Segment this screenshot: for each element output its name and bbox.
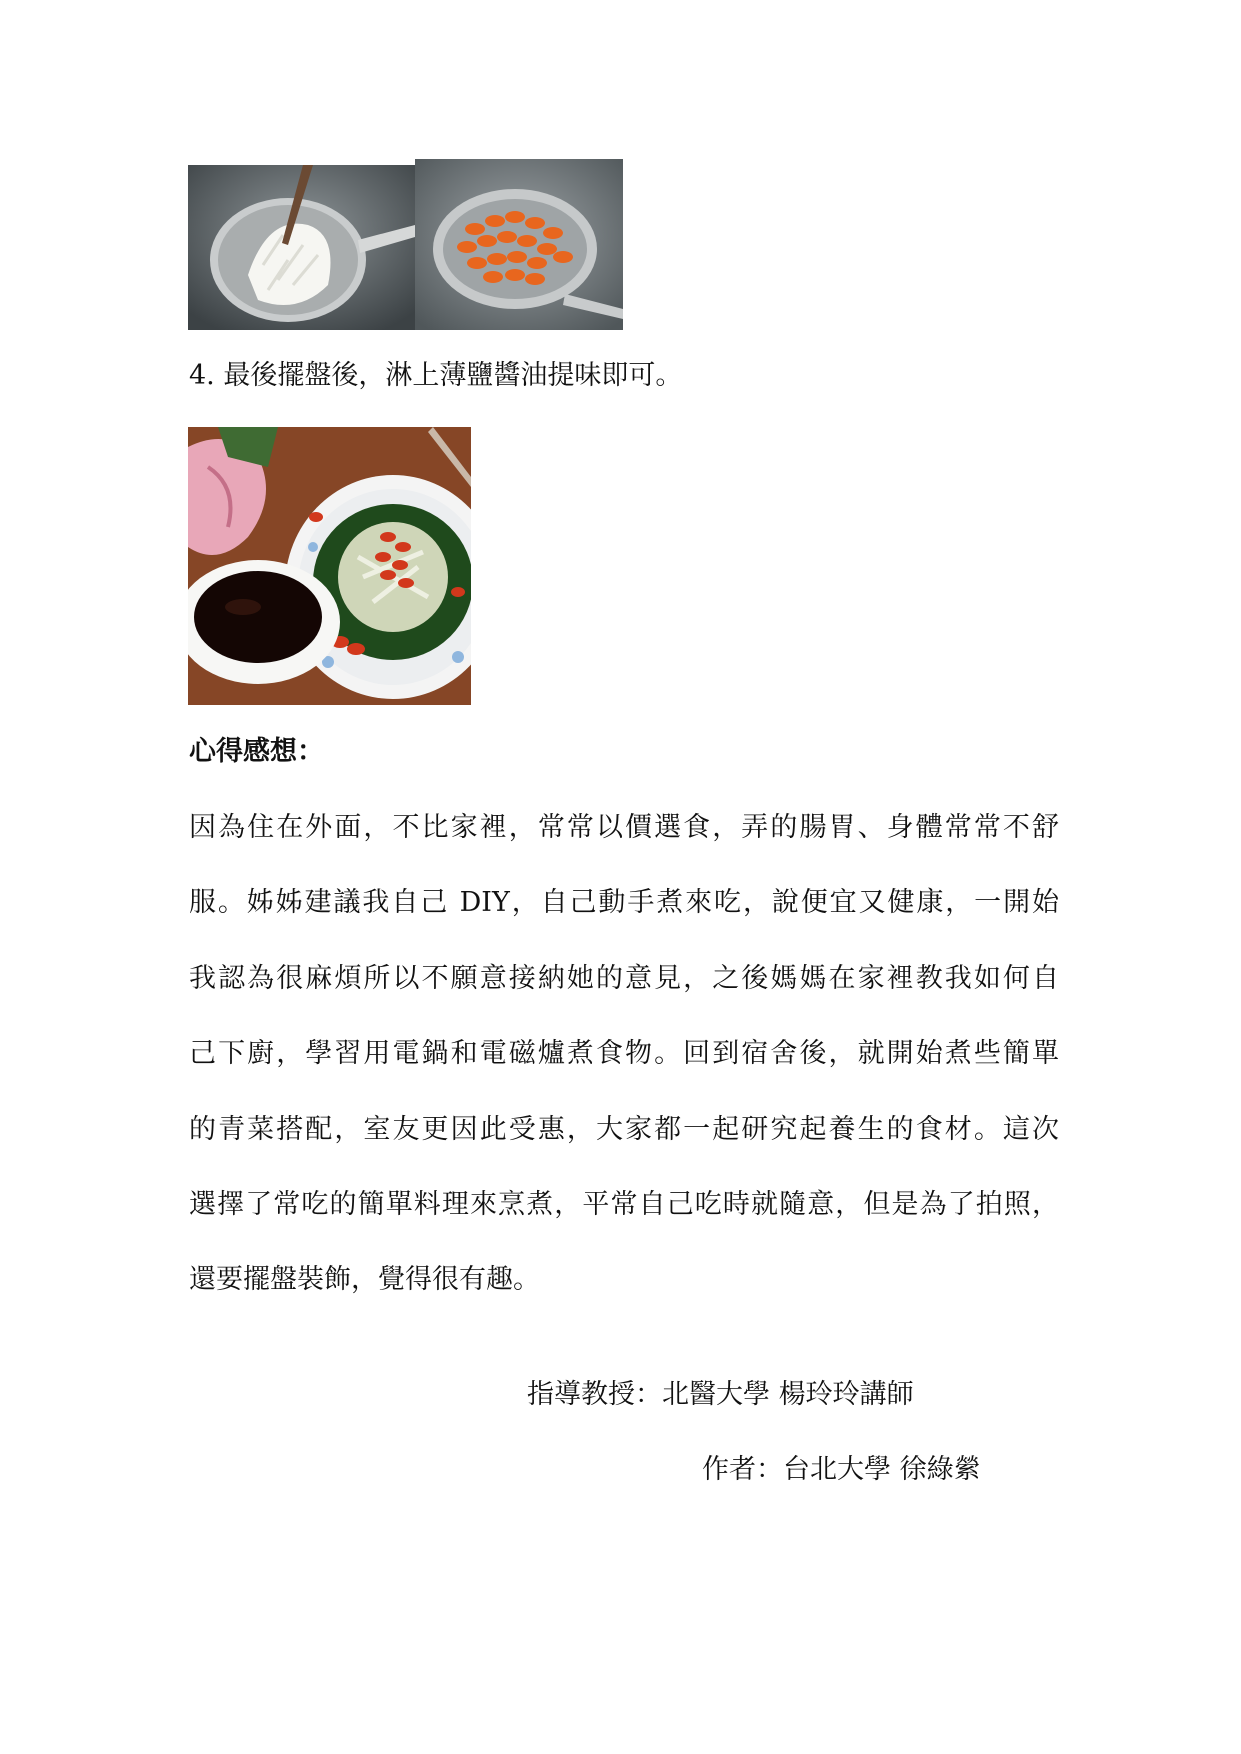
- reflection-line: 選擇了常吃的簡單料理來烹煮，平常自己吃時就隨意，但是為了拍照，: [189, 1189, 1059, 1220]
- advisor-credit: 指導教授：北醫大學 楊玲玲講師: [527, 1379, 914, 1410]
- reflection-heading: 心得感想：: [189, 736, 324, 767]
- reflection-line: 的青菜搭配，室友更因此受惠，大家都一起研究起養生的食材。這次: [189, 1114, 1059, 1145]
- reflection-line: 服。姊姊建議我自己 DIY，自己動手煮來吃，說便宜又健康，一開始: [189, 887, 1059, 918]
- radish-strainer-photo: [188, 165, 415, 330]
- plated-dish-photo: [188, 427, 471, 705]
- reflection-line: 還要擺盤裝飾，覺得很有趣。: [189, 1264, 540, 1295]
- reflection-line: 我認為很麻煩所以不願意接納她的意見，之後媽媽在家裡教我如何自: [189, 963, 1059, 994]
- step-4-text: 4. 最後擺盤後，淋上薄鹽醬油提味即可。: [189, 360, 683, 391]
- author-credit: 作者：台北大學 徐綠縈: [702, 1454, 981, 1485]
- reflection-line: 己下廚，學習用電鍋和電磁爐煮食物。回到宿舍後，就開始煮些簡單: [189, 1038, 1059, 1069]
- goji-strainer-photo: [415, 159, 623, 330]
- reflection-line: 因為住在外面，不比家裡，常常以價選食，弄的腸胃、身體常常不舒: [189, 812, 1059, 843]
